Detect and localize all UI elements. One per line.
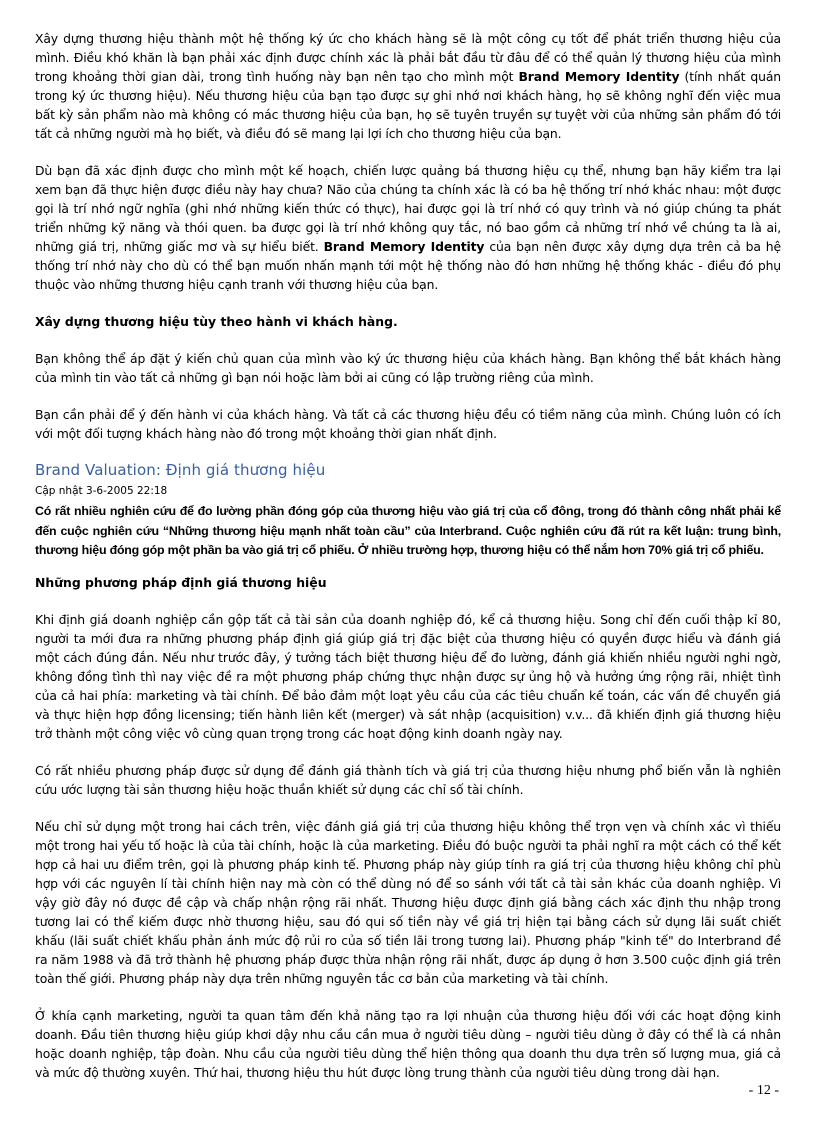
paragraph-common-methods: Có rất nhiều phương pháp được sử dụng để đánh giá thành tích và giá trị của thương hiệu nhưng phổ biến vẫn là nghiên cứu ước lượng tài sản thương hiệu hoặc thuần khiết sử dụng các chỉ số tài chính. [35, 762, 781, 797]
page-number: - 12 - [748, 1083, 779, 1098]
paragraph-brand-memory-intro [35, 29, 781, 143]
paragraph-memory-systems [35, 161, 781, 294]
subheading-valuation-methods: Những phương pháp định giá thương hiệu [35, 574, 327, 590]
text-span: (tính nhất quán trong ký ức thương hiệu). Nếu thương hiệu của bạn tạo được sự ghi nhớ nơi khách hàng, họ sẽ không nghĩ đến việc mua bất kỳ sản phẩm nào mà không có mác thương hiệu của bạn, họ sẽ tuyên truyền sự tuyệt vời của những sản phẩm đó tới tất cả những người mà họ biết, và điều đó sẽ mang lại lợi ích cho thương hiệu của bạn. [35, 69, 781, 141]
paragraph-customer-behavior: Bạn cần phải để ý đến hành vi của khách hàng. Và tất cả các thương hiệu đều có tiềm năng của mình. Chúng luôn có ích với một đối tượng khách hàng nào đó trong một khoảng thời gian nhất định. [35, 407, 781, 441]
bold-term: Brand Memory Identity [518, 69, 680, 84]
text-span: Xây dựng thương hiệu thành một hệ thống ký ức cho khách hàng sẽ là một công cụ tốt để phát triển thương hiệu của mình. Điều khó khăn là bạn phải xác định được chính xác là phải bắt đầu từ đâu để có thể quản lý thương hiệu của mình trong khoảng thời gian dài, trong tình huống này bạn nên tạo cho mình một [35, 31, 781, 84]
paragraph-marketing-aspect: Ở khía cạnh marketing, người ta quan tâm đến khả năng tạo ra lợi nhuận của thương hiệu đối với các hoạt động kinh doanh. Đầu tiên thương hiệu giúp khơi dậy nhu cầu cần mua ở người tiêu dùng – người tiêu dùng ở đây có thể là cá nhân hoặc doanh nghiệp, tập đoàn. Nhu cầu của người tiêu dùng thể hiện thông qua doanh thu dựa trên số lượng mua, giá cả và mức độ thường xuyên. Thứ hai, thương hiệu thu hút được lòng trung thành của người tiêu dùng trong dài hạn. [35, 1007, 781, 1080]
paragraph-no-imposing: Bạn không thể áp đặt ý kiến chủ quan của mình vào ký ức thương hiệu của khách hàng. Bạn không thể bắt khách hàng của mình tin vào tất cả những gì bạn nói hoặc làm bởi ai cũng có lập trường riêng của mình. [35, 351, 781, 385]
text-span: Dù bạn đã xác định được cho mình một kế hoạch, chiến lược quảng bá thương hiệu cụ thể, nhưng bạn hãy kiểm tra lại xem bạn đã thực hiện được điều này hay chưa? Não của chúng ta chính xác là có ba hệ thống trí nhớ khác nhau: một được gọi là trí nhớ ngữ nghĩa (ghi nhớ những kiến thức có thực), hai được gọi là trí nhớ có quy trình và nó giúp chúng ta phát triển những kỹ năng và thói quen. ba được gọi là trí nhớ không quy tắc, nó bao gồm cả những trí nhớ về chúng ta là ai, những giá trị, những giấc mơ và sự hiểu biết. [35, 163, 781, 254]
page-content [35, 29, 781, 1100]
lead-paragraph: Có rất nhiều nghiên cứu để đo lường phần đóng góp của thương hiệu vào giá trị của cổ đông, trong đó thành công nhất phải kể đến cuộc nghiên cứu “Những thương hiệu mạnh nhất toàn cầu” của Interbrand. Cuộc nghiên cứu đã rút ra kết luận: trung bình, thương hiệu đóng góp một phần ba vào giá trị cổ phiếu. Ở nhiều trường hợp, thương hiệu có thể nắm hơn 70% giá trị cổ phiếu. [35, 504, 781, 557]
paragraph-economic-method: Nếu chỉ sử dụng một trong hai cách trên, việc đánh giá giá trị của thương hiệu không thể trọn vẹn và chính xác vì thiếu một trong hai yếu tố hoặc là của tài chính, hoặc là của marketing. Điều đó buộc người ta phải nghĩ ra một cách có thể kết hợp cả hai ưu điểm trên, gọi là phương pháp kinh tế. Phương pháp này giúp tính ra giá trị của thương hiệu không chỉ phù hợp với các nguyên lí tài chính hiện nay mà còn có thể dùng nó để so sánh với tất cả tài sản khác của doanh nghiệp. Vì vậy giờ đây nó được đề cập và chấp nhận rộng rãi nhất. Thương hiệu được định giá bằng cách xác định thu nhập trong tương lai có thể kiếm được nhờ thương hiệu, sau đó qui số tiền này về giá trị hiện tại bằng cách sử dụng lãi suất chiết khấu (lãi suất chiết khấu phản ánh mức độ rủi ro của số tiền lãi trong tương lai). Phương pháp "kinh tế" do Interbrand đề ra năm 1988 và đã trở thành hệ phương pháp được thừa nhận rộng rãi nhất, được áp dụng ở hơn 3.500 cuộc định giá trên toàn thế giới. Phương pháp này dựa trên những nguyên tắc cơ bản của marketing và tài chính. [35, 818, 781, 986]
text-span: của bạn nên được xây dựng dựa trên cả ba hệ thống trí nhớ này cho dù có thể bạn muốn nhấn mạnh tới một hệ thống nào đó hơn những hệ thống khác - điều đó phụ thuộc vào những thương hiệu cạnh tranh với thương hiệu của bạn. [35, 239, 781, 292]
section-title-brand-valuation: Brand Valuation: Định giá thương hiệu [35, 461, 326, 479]
updated-timestamp: Cập nhật 3-6-2005 22:18 [35, 485, 168, 497]
paragraph-valuation-history: Khi định giá doanh nghiệp cần gộp tất cả tài sản của doanh nghiệp đó, kể cả thương hiệu. Song chỉ đến cuối thập kỉ 80, người ta mới đưa ra những phương pháp định giá giúp giá trị đặc biệt của thương hiệu có quyền được hiểu và đánh giá một cách đúng đắn. Nếu như trước đây, ý tưởng tách biệt thương hiệu để đo lường, đánh giá khiến nhiều người nghi ngờ, không đồng tình thì nay việc đề ra một phương pháp chứng thực nhận được sự ủng hộ và hưởng ứng rộng rãi, nhiệt tình của cả hai phía: marketing và tài chính. Để bảo đảm một loạt yêu cầu của các tiêu chuẩn kế toán, các vấn đề chuyển giá và thực hiện hợp đồng licensing; tiến hành liên kết (merger) và sát nhập (acquisition) v.v... đã khiến định giá thương hiệu trở thành một công việc vô cùng quan trọng trong các hoạt động kinh doanh ngày nay. [35, 611, 781, 741]
bold-term: Brand Memory Identity [323, 239, 485, 254]
heading-customer-behavior: Xây dựng thương hiệu tùy theo hành vi khách hàng. [35, 314, 398, 329]
